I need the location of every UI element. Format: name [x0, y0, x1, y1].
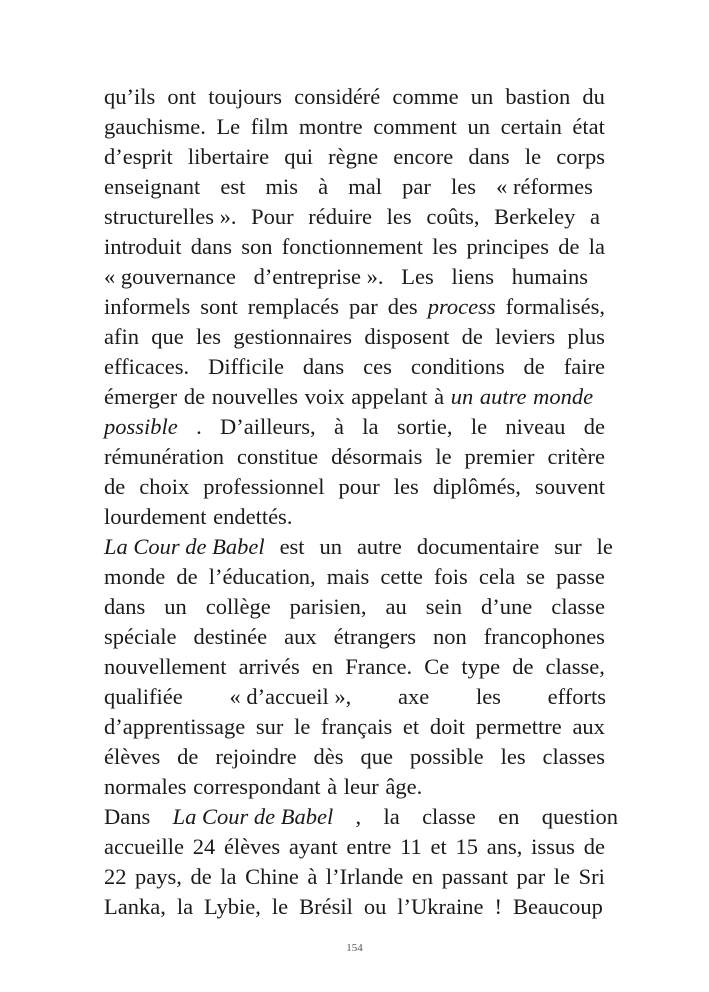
word: sur [554, 534, 582, 559]
text-line [104, 112, 605, 142]
word: monde [104, 564, 166, 589]
word: comme [392, 84, 459, 109]
word: Les [401, 264, 434, 289]
text-line [104, 682, 606, 712]
word: sont [200, 294, 238, 319]
word: aux [572, 714, 605, 739]
word: structurelles ». [104, 204, 237, 229]
word: liens [451, 264, 494, 289]
word: Beaucoup [512, 894, 603, 919]
word: afin [104, 324, 139, 349]
word: permettre [475, 714, 562, 739]
word: de [558, 234, 580, 259]
word: encore [393, 144, 454, 169]
text-line [104, 742, 605, 772]
word: de [461, 324, 483, 349]
word: désormais [331, 444, 423, 469]
text-run: émerger de nouvelles voix appelant à [104, 384, 451, 409]
word: un [319, 534, 342, 559]
word: et [430, 834, 447, 859]
word: Pour [251, 204, 294, 229]
word: rémunération [104, 444, 224, 469]
word: Difficile [208, 354, 284, 379]
text-run: normales correspondant à leur âge. [104, 774, 423, 799]
word: par [402, 174, 431, 199]
word: classe, [545, 654, 605, 679]
word: cette [380, 564, 423, 589]
word: doit [429, 714, 465, 739]
word: de [176, 564, 198, 589]
word: les [196, 324, 222, 349]
word: disposent [364, 324, 450, 349]
text-line [104, 292, 605, 322]
word: un [470, 84, 494, 109]
word: sortie, [396, 414, 453, 439]
word: en [411, 864, 434, 889]
word: sur [255, 714, 284, 739]
word: d’esprit [104, 144, 173, 169]
word: rejoindre [215, 744, 297, 769]
word: enseignant [104, 174, 201, 199]
word: que [151, 324, 184, 349]
word: nouvellement [104, 654, 227, 679]
word: classe [551, 594, 605, 619]
text-run-italic: un autre monde [450, 384, 594, 409]
word: diplômés, [432, 474, 521, 499]
word: fois [434, 564, 468, 589]
text-line [104, 352, 605, 382]
text-line [104, 412, 605, 442]
word: qualifiée [104, 684, 183, 709]
word: 22 [104, 864, 127, 889]
word: efficaces. [104, 354, 190, 379]
word: Dans [104, 804, 151, 829]
word: français [321, 714, 393, 739]
word: pour [338, 474, 380, 499]
word: souvent [534, 474, 605, 499]
word: professionnel [203, 474, 325, 499]
word: « gouvernance [104, 264, 236, 289]
word: mis [265, 174, 298, 199]
word: est [220, 174, 246, 199]
word: remplacés [247, 294, 339, 319]
word: dans [468, 144, 510, 169]
text-line [104, 262, 588, 292]
word: Ce [424, 654, 450, 679]
word: les [386, 204, 412, 229]
text-line [104, 892, 603, 922]
word: D’ailleurs, [220, 414, 316, 439]
word: ans, [486, 834, 523, 859]
word: le [271, 894, 289, 919]
text-line [104, 472, 605, 502]
word: dans [104, 594, 146, 619]
word: au [385, 594, 407, 619]
word: d’une [480, 594, 533, 619]
word: aux [284, 624, 317, 649]
word: classe [422, 804, 476, 829]
word: ces [363, 354, 392, 379]
word: plus [567, 324, 605, 349]
word: élèves [223, 834, 281, 859]
text-line [104, 82, 605, 112]
word: dès [313, 744, 344, 769]
word: le [553, 864, 571, 889]
text-line [104, 502, 605, 532]
word: les [450, 174, 476, 199]
word: collège [205, 594, 271, 619]
word: conditions [410, 354, 505, 379]
text-line [104, 442, 605, 472]
word: sein [425, 594, 462, 619]
word-italic: possible [104, 414, 178, 439]
word: faire [563, 354, 605, 379]
word: le [435, 444, 452, 469]
word: un [467, 114, 491, 139]
text-line [104, 802, 618, 832]
word: à [318, 174, 329, 199]
word: dans [190, 234, 232, 259]
word: les [432, 234, 458, 259]
word: 15 [455, 834, 479, 859]
word: type [461, 654, 501, 679]
word: en [498, 804, 520, 829]
word: Sri [578, 864, 605, 889]
word: francophones [483, 624, 605, 649]
word: la [383, 804, 400, 829]
word: la [220, 864, 237, 889]
word: le [294, 714, 311, 739]
word: , [355, 804, 362, 829]
page-number: 154 [346, 942, 363, 954]
word: les [500, 744, 526, 769]
word: ont [167, 84, 197, 109]
word: « d’accueil », [229, 684, 352, 709]
word: introduit [104, 234, 182, 259]
word: de [583, 414, 605, 439]
word: gestionnaires [233, 324, 353, 349]
word: non [433, 624, 467, 649]
word: considéré [294, 84, 381, 109]
word: à [307, 864, 318, 889]
word: l’Irlande [325, 864, 404, 889]
word: 11 [400, 834, 422, 859]
word: documentaire [416, 534, 540, 559]
text-line [104, 322, 605, 352]
text-line [104, 622, 605, 652]
word: ayant [288, 834, 338, 859]
word: formalisés, [505, 294, 605, 319]
word: entre [346, 834, 392, 859]
word: question [541, 804, 618, 829]
text-line [104, 562, 605, 592]
word: accueille [104, 834, 184, 859]
word: un [164, 594, 187, 619]
word: axe [397, 684, 430, 709]
word: toujours [208, 84, 282, 109]
word: élèves [104, 744, 161, 769]
word: montre [298, 114, 363, 139]
word: est [279, 534, 305, 559]
word: spéciale [104, 624, 177, 649]
word: de [177, 744, 199, 769]
word: certain [500, 114, 562, 139]
word: cela [478, 564, 516, 589]
word: à [333, 414, 344, 439]
word: autre [356, 534, 402, 559]
word: . [196, 414, 202, 439]
word: le [524, 144, 542, 169]
text-line [104, 202, 600, 232]
word: des [387, 294, 418, 319]
word: par [348, 294, 378, 319]
word: a [589, 204, 600, 229]
word: dans [302, 354, 345, 379]
word: classes [542, 744, 605, 769]
word: l’Ukraine [397, 894, 484, 919]
word: humains [511, 264, 588, 289]
text-line [104, 652, 605, 682]
word: ! [494, 894, 502, 919]
word: état [572, 114, 605, 139]
word: de [190, 864, 212, 889]
text-line [104, 862, 605, 892]
word: Lanka, [104, 894, 166, 919]
word: et [402, 714, 420, 739]
word: corps [556, 144, 605, 169]
word: efforts [547, 684, 606, 709]
word: l’éducation, [208, 564, 316, 589]
word: France. [345, 654, 413, 679]
word: que [360, 744, 393, 769]
text-line [104, 532, 613, 562]
word: qui [284, 144, 314, 169]
word: d’apprentissage [104, 714, 246, 739]
word: la [362, 414, 379, 439]
word: de [104, 474, 126, 499]
word: ou [363, 894, 387, 919]
word: Le [216, 114, 241, 139]
word: Brésil [299, 894, 353, 919]
word: les [475, 684, 501, 709]
word: 24 [192, 834, 216, 859]
word-italic: process [427, 294, 496, 319]
word: passant [441, 864, 508, 889]
word: niveau [505, 414, 566, 439]
word: Berkeley [494, 204, 576, 229]
word: la [588, 234, 605, 259]
word: règne [328, 144, 379, 169]
word: le [596, 534, 613, 559]
text-line [104, 172, 593, 202]
word: film [250, 114, 289, 139]
text-line [104, 142, 605, 172]
word: son [241, 234, 273, 259]
word: de [523, 354, 545, 379]
word: d’entreprise ». [253, 264, 384, 289]
word: comment [373, 114, 457, 139]
word: en [311, 654, 334, 679]
film-title: La Cour de Babel [172, 804, 334, 829]
text-line [104, 772, 605, 802]
word: étrangers [333, 624, 417, 649]
text-line [104, 592, 605, 622]
text-run: lourdement endettés. [104, 504, 293, 529]
word: Lybie, [204, 894, 261, 919]
word: passe [556, 564, 605, 589]
word: arrivés [238, 654, 300, 679]
word: premier [464, 444, 535, 469]
word: choix [139, 474, 190, 499]
word: la [176, 894, 194, 919]
word: parisien, [289, 594, 367, 619]
word: « réformes [496, 174, 593, 199]
word: issus [531, 834, 575, 859]
text-line [104, 712, 605, 742]
word: le [470, 414, 488, 439]
word: critère [547, 444, 605, 469]
word: de [512, 654, 534, 679]
text-line [104, 832, 605, 862]
word: possible [409, 744, 484, 769]
word: Chine [245, 864, 299, 889]
word: destinée [193, 624, 268, 649]
word: libertaire [187, 144, 270, 169]
word: réduire [308, 204, 373, 229]
text-line [104, 382, 605, 412]
word: se [526, 564, 546, 589]
word: fonctionnement [281, 234, 423, 259]
word: leviers [495, 324, 556, 349]
word: gauchisme. [104, 114, 206, 139]
word: les [393, 474, 419, 499]
word: pays, [135, 864, 182, 889]
word: qu’ils [104, 84, 156, 109]
word: principes [466, 234, 549, 259]
word: du [582, 84, 605, 109]
word: de [583, 834, 605, 859]
word: bastion [505, 84, 571, 109]
word: constitue [236, 444, 319, 469]
film-title: La Cour de Babel [104, 534, 265, 559]
word: informels [104, 294, 191, 319]
text-line [104, 232, 605, 262]
word: mal [348, 174, 382, 199]
word: par [516, 864, 546, 889]
word: mais [326, 564, 370, 589]
word: coûts, [426, 204, 480, 229]
